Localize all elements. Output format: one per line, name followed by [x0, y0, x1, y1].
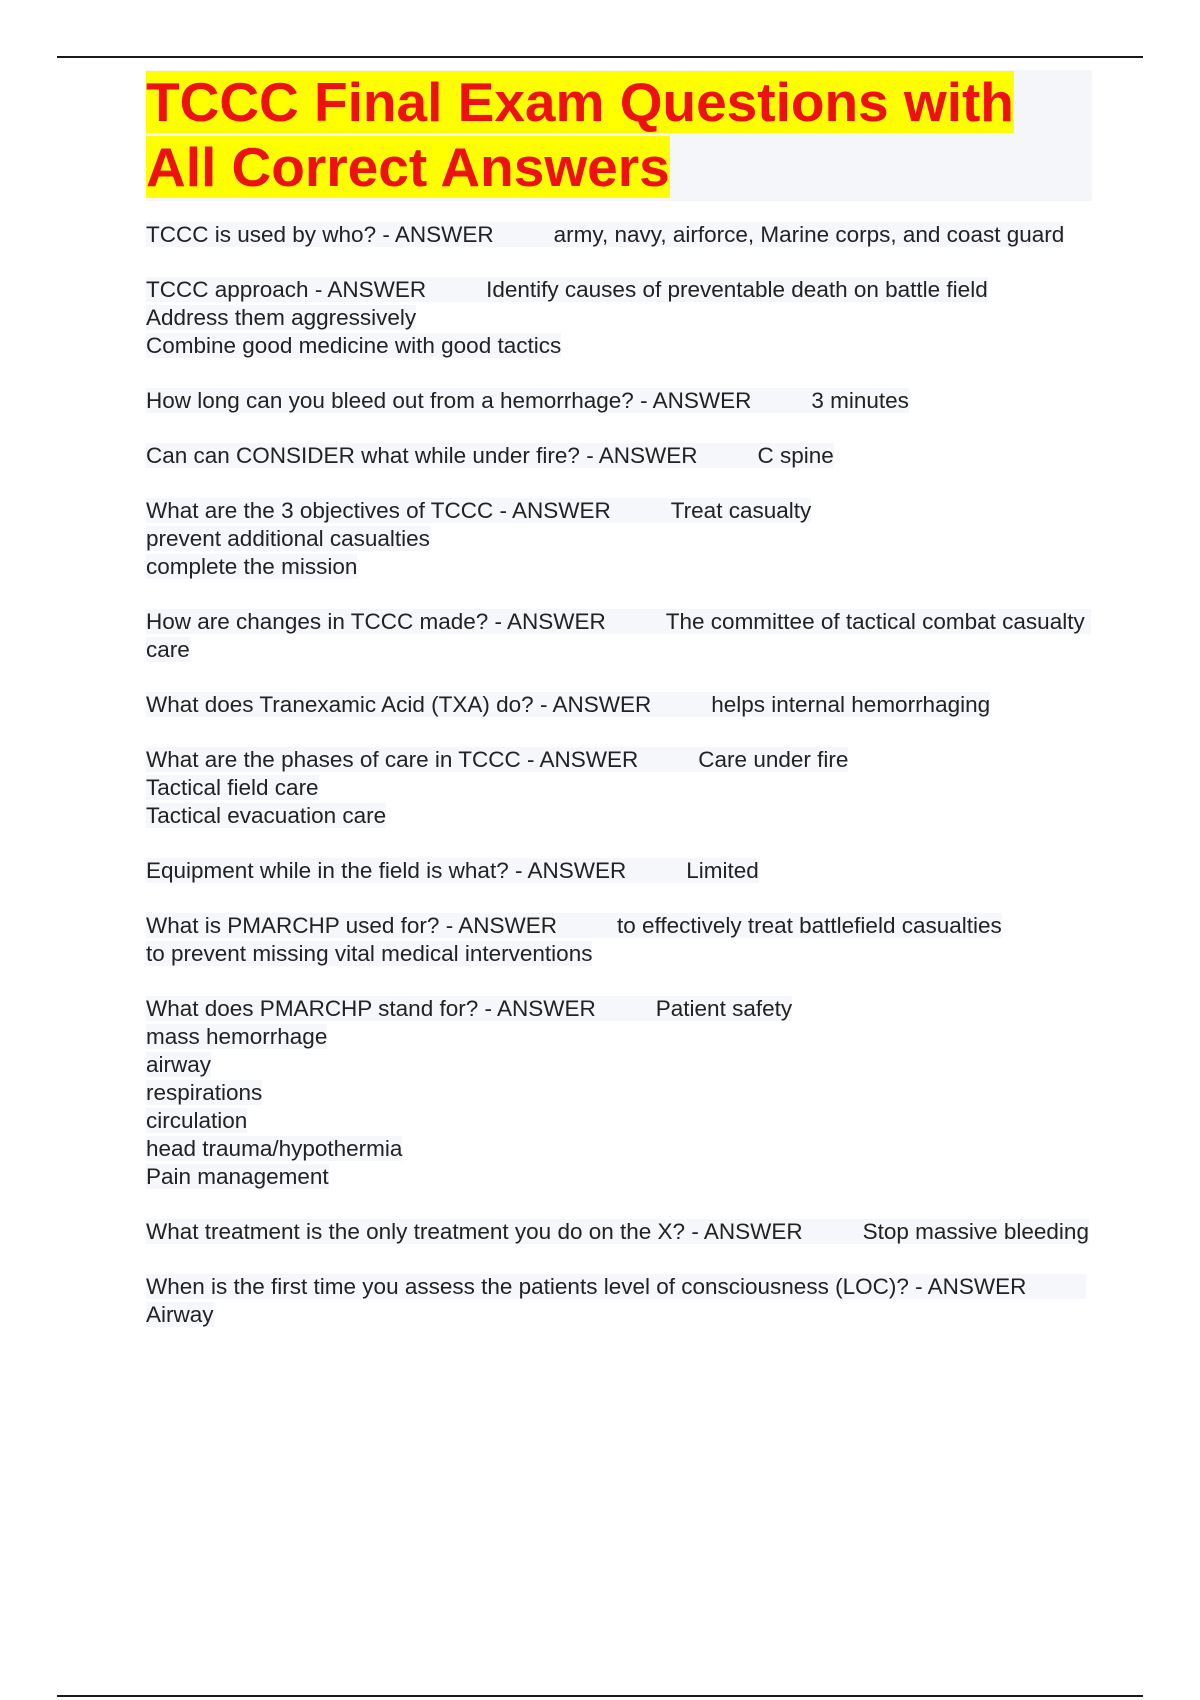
answer-marker: - ANSWER: [499, 498, 611, 523]
qa-item: [146, 691, 1092, 719]
qa-first-line-text: [146, 996, 792, 1021]
answer-line: [146, 1023, 1092, 1051]
answer-line: [146, 1107, 1092, 1135]
qa-first-line-text: [146, 858, 759, 883]
answer-text: Treat casualty: [670, 498, 812, 523]
qa-item: [146, 608, 1092, 664]
question-text: What treatment is the only treatment you do on the X?: [146, 1219, 686, 1244]
answer-line: [146, 1135, 1092, 1163]
qa-item: [146, 387, 1092, 415]
answer-text: Tactical evacuation care: [146, 803, 387, 828]
answer-text: to effectively treat battlefield casualties: [616, 913, 1002, 938]
qa-item: [146, 497, 1092, 581]
qa-first-line: [146, 276, 1092, 304]
qa-item: [146, 746, 1092, 830]
qa-first-line: [146, 1273, 1092, 1329]
answer-marker: - ANSWER: [691, 1219, 803, 1244]
question-text: What are the 3 objectives of TCCC: [146, 498, 494, 523]
answer-text: Limited: [686, 858, 759, 883]
answer-line: [146, 304, 1092, 332]
answer-marker: - ANSWER: [527, 747, 639, 772]
question-text: Can can CONSIDER what while under fire?: [146, 443, 580, 468]
answer-line: [146, 525, 1092, 553]
qa-item: [146, 276, 1092, 360]
title-line-2: All Correct Answers: [146, 136, 670, 198]
answer-text: complete the mission: [146, 554, 358, 579]
question-text: When is the first time you assess the patients level of consciousness (LOC)?: [146, 1274, 909, 1299]
answer-line: [146, 553, 1092, 581]
answer-text: Combine good medicine with good tactics: [146, 333, 562, 358]
title-line-1: TCCC Final Exam Questions with: [146, 71, 1014, 133]
answer-marker: - ANSWER: [494, 609, 606, 634]
answer-text: to prevent missing vital medical interventions: [146, 941, 593, 966]
answer-text: C spine: [757, 443, 834, 468]
answer-text: prevent additional casualties: [146, 526, 430, 551]
question-text: How long can you bleed out from a hemorrhage?: [146, 388, 634, 413]
answer-marker: - ANSWER: [382, 222, 494, 247]
answer-text: Care under fire: [698, 747, 849, 772]
question-text: What does Tranexamic Acid (TXA) do?: [146, 692, 534, 717]
answer-marker: - ANSWER: [514, 858, 627, 883]
qa-first-line: [146, 995, 1092, 1023]
qa-first-line: [146, 442, 1092, 470]
qa-first-line-text: [146, 222, 1064, 247]
qa-first-line: [146, 221, 1092, 249]
answer-line: [146, 1079, 1092, 1107]
answer-marker: - ANSWER: [314, 277, 427, 302]
qa-first-line-text: [146, 747, 848, 772]
answer-marker: - ANSWER: [640, 388, 752, 413]
answer-text: respirations: [146, 1080, 263, 1105]
answer-text: army, navy, airforce, Marine corps, and coast guard: [553, 222, 1065, 247]
question-text: TCCC approach: [146, 277, 309, 302]
answer-text: helps internal hemorrhaging: [711, 692, 991, 717]
answer-text: Stop massive bleeding: [862, 1219, 1089, 1244]
answer-text: mass hemorrhage: [146, 1024, 328, 1049]
bottom-rule: [57, 1695, 1143, 1697]
qa-item: [146, 221, 1092, 249]
qa-first-line-text: [146, 913, 1002, 938]
answer-text: circulation: [146, 1108, 248, 1133]
answer-text: The committee of tactical combat casualty care: [146, 609, 1091, 662]
qa-first-line-text: [146, 443, 834, 468]
title-block: [146, 70, 1092, 201]
answer-text: Tactical field care: [146, 775, 319, 800]
document-title: [146, 70, 1092, 200]
answer-marker: - ANSWER: [484, 996, 596, 1021]
answer-line: [146, 774, 1092, 802]
answer-line: [146, 1051, 1092, 1079]
question-text: TCCC is used by who?: [146, 222, 377, 247]
qa-first-line-text: [146, 692, 990, 717]
answer-text: 3 minutes: [811, 388, 909, 413]
qa-first-line-text: [146, 498, 811, 523]
answer-line: [146, 802, 1092, 830]
document-body: [146, 70, 1092, 1356]
answer-text: Pain management: [146, 1164, 329, 1189]
qa-first-line: [146, 497, 1092, 525]
qa-first-line: [146, 608, 1092, 664]
qa-first-line: [146, 387, 1092, 415]
qa-item: [146, 995, 1092, 1191]
question-text: Equipment while in the field is what?: [146, 858, 509, 883]
qa-first-line-text: [146, 388, 909, 413]
answer-marker: - ANSWER: [445, 913, 557, 938]
question-text: What are the phases of care in TCCC: [146, 747, 521, 772]
answer-line: [146, 1163, 1092, 1191]
question-text: What does PMARCHP stand for?: [146, 996, 479, 1021]
qa-first-line: [146, 857, 1092, 885]
qa-first-line: [146, 746, 1092, 774]
answer-text: Airway: [146, 1302, 214, 1327]
answer-text: Address them aggressively: [146, 305, 417, 330]
qa-list: [146, 221, 1092, 1329]
answer-line: [146, 940, 1092, 968]
qa-item: [146, 1273, 1092, 1329]
qa-item: [146, 442, 1092, 470]
answer-marker: - ANSWER: [539, 692, 652, 717]
qa-first-line-text: [146, 277, 988, 302]
qa-first-line: [146, 912, 1092, 940]
answer-marker: - ANSWER: [586, 443, 698, 468]
qa-first-line-text: [146, 1274, 1086, 1327]
question-text: How are changes in TCCC made?: [146, 609, 489, 634]
qa-first-line: [146, 1218, 1092, 1246]
answer-marker: - ANSWER: [915, 1274, 1027, 1299]
qa-item: [146, 1218, 1092, 1246]
answer-text: airway: [146, 1052, 212, 1077]
qa-first-line-text: [146, 609, 1091, 662]
answer-text: head trauma/hypothermia: [146, 1136, 403, 1161]
qa-first-line-text: [146, 1219, 1089, 1244]
qa-first-line: [146, 691, 1092, 719]
qa-item: [146, 912, 1092, 968]
top-rule: [57, 56, 1143, 58]
answer-text: Patient safety: [655, 996, 793, 1021]
qa-item: [146, 857, 1092, 885]
question-text: What is PMARCHP used for?: [146, 913, 440, 938]
answer-text: Identify causes of preventable death on battle field: [486, 277, 988, 302]
answer-line: [146, 332, 1092, 360]
